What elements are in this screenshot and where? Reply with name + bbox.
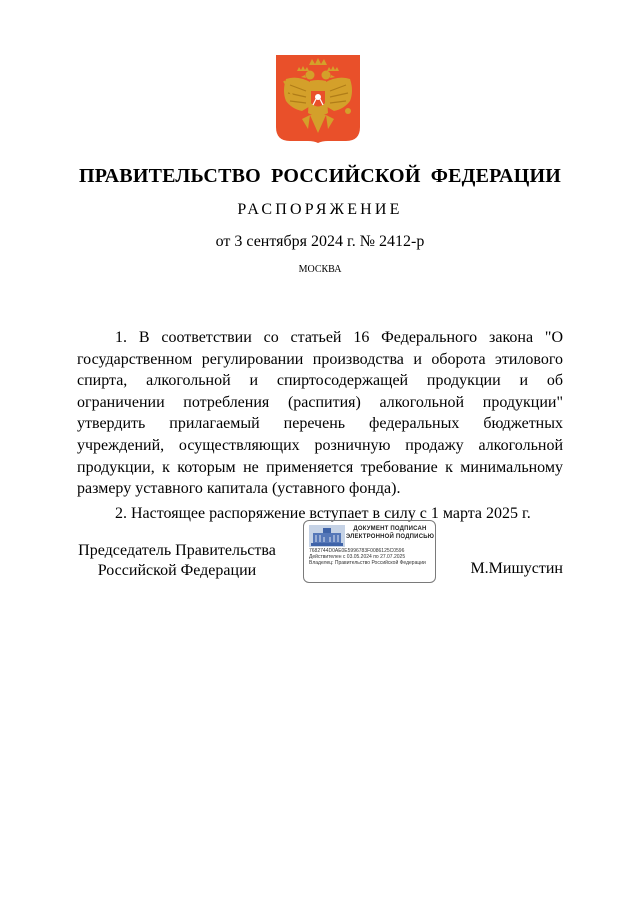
stamp-details — [309, 548, 434, 567]
document-date-number: от 3 сентября 2024 г. № 2412-р — [215, 233, 425, 250]
stamp-title-line-2: ЭЛЕКТРОННОЙ ПОДПИСЬЮ — [345, 533, 435, 540]
document-body — [77, 327, 563, 524]
government-building-icon — [309, 525, 345, 547]
signer-position — [77, 541, 277, 581]
signer-position-line-1: Председатель Правительства — [78, 542, 276, 559]
document-type: РАСПОРЯЖЕНИЕ — [237, 201, 403, 218]
coat-of-arms-icon — [276, 55, 360, 143]
stamp-owner: Владелец: Правительство Российской Федерации — [309, 560, 426, 567]
stamp-title-line-1: ДОКУМЕНТ ПОДПИСАН — [353, 526, 427, 532]
paragraph-1: 1. В соответствии со статьей 16 Федерального закона "О государственном регулировании производства и оборота этилового спирта, алкогольной и спиртосодержащей продукции и об ограничении потребления (распития) алкогольной продукции" утвердить прилагаемый перечень федеральных бюджетных учреждений, осуществляющих розничную продажу алкогольной продукции, к которым не применяется требование к минимальному размеру уставного капитала (уставного фонда). — [77, 329, 563, 498]
electronic-signature-stamp — [303, 520, 436, 583]
paragraph-2: 2. Настоящее распоряжение вступает в силу с 1 марта 2025 г. — [115, 504, 531, 522]
stamp-title — [344, 526, 436, 541]
stamp-validity: Действителен с 03.05.2024 по 27.07.2025 — [309, 554, 406, 561]
government-title: ПРАВИТЕЛЬСТВО РОССИЙСКОЙ ФЕДЕРАЦИИ — [79, 165, 561, 187]
signer-position-line-2: Российской Федерации — [97, 562, 257, 579]
signer-name: М.Мишустин — [470, 560, 563, 577]
document-city: МОСКВА — [298, 264, 342, 275]
stamp-certificate: 7682744D0AE0E5996783F0086125C0596 — [309, 548, 405, 554]
